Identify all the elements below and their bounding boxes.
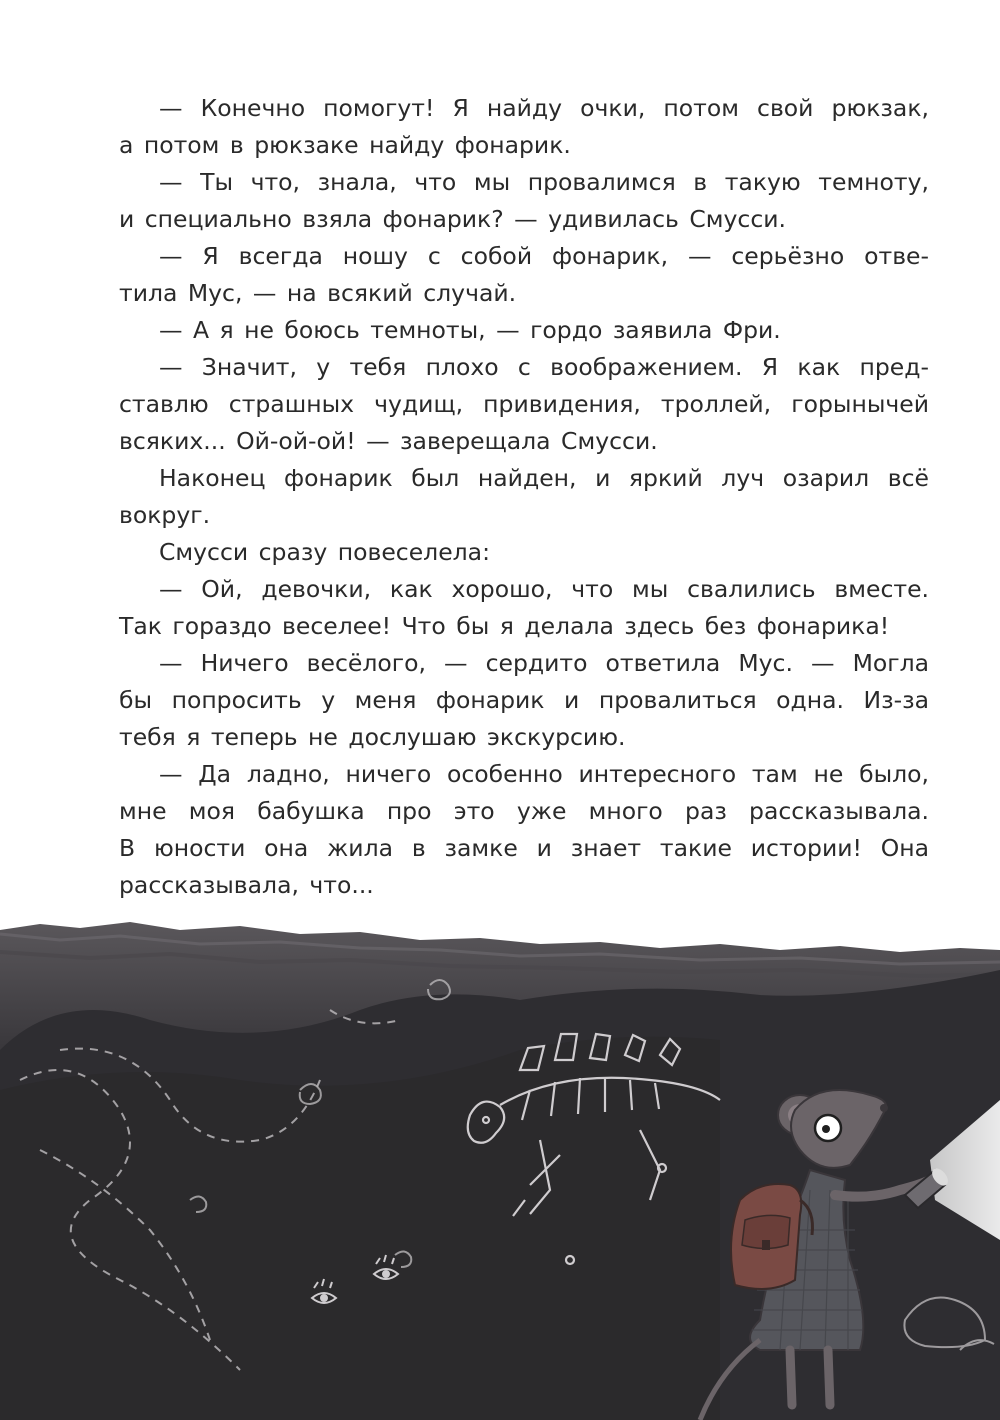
text-line: — Ой, девочки, как хорошо, что мы свалились вместе. xyxy=(159,575,929,603)
text-line: Наконец фонарик был найден, и яркий луч озарил всё xyxy=(159,464,929,492)
text-line: тебя я теперь не дослушаю экскурсию. xyxy=(119,723,626,751)
cave-scene-illustration xyxy=(0,900,1000,1420)
text-line: — Да ладно, ничего особенно интересного там не было, xyxy=(159,760,929,788)
paragraph xyxy=(119,238,929,312)
paragraph xyxy=(119,312,929,349)
text-line: рассказывала, что... xyxy=(119,871,374,899)
text-line: бы попросить у меня фонарик и провалиться одна. Из-за xyxy=(119,686,929,714)
text-line: тила Мус, — на всякий случай. xyxy=(119,279,517,307)
paragraph xyxy=(119,90,929,164)
text-line: а потом в рюкзаке найду фонарик. xyxy=(119,131,571,159)
text-line: — Ничего весёлого, — сердито ответила Мус. — Могла xyxy=(159,649,929,677)
text-line: вокруг. xyxy=(119,501,211,529)
paragraph xyxy=(119,645,929,756)
text-line: мне моя бабушка про это уже много раз рассказывала. xyxy=(119,797,929,825)
paragraph xyxy=(119,460,929,534)
text-line: Так гораздо веселее! Что бы я делала здесь без фонарика! xyxy=(119,612,890,640)
text-line: — Конечно помогут! Я найду очки, потом свой рюкзак, xyxy=(159,94,929,122)
paragraph xyxy=(119,349,929,460)
text-line: В юности она жила в замке и знает такие истории! Она xyxy=(119,834,929,862)
story-text xyxy=(119,90,929,904)
text-line: Смусси сразу повеселела: xyxy=(159,538,490,566)
text-line: — А я не боюсь темноты, — гордо заявила Фри. xyxy=(159,316,781,344)
text-line: — Я всегда ношу с собой фонарик, — серьёзно отве- xyxy=(159,242,929,270)
paragraph xyxy=(119,571,929,645)
paragraph xyxy=(119,164,929,238)
text-line: ставлю страшных чудищ, привидения, троллей, горынычей xyxy=(119,390,929,418)
text-line: — Значит, у тебя плохо с воображением. Я как пред- xyxy=(159,353,929,381)
paragraph xyxy=(119,756,929,904)
text-line: и специально взяла фонарик? — удивилась Смусси. xyxy=(119,205,786,233)
text-line: всяких... Ой-ой-ой! — заверещала Смусси. xyxy=(119,427,658,455)
text-line: — Ты что, знала, что мы провалимся в такую темноту, xyxy=(159,168,929,196)
paragraph xyxy=(119,534,929,571)
